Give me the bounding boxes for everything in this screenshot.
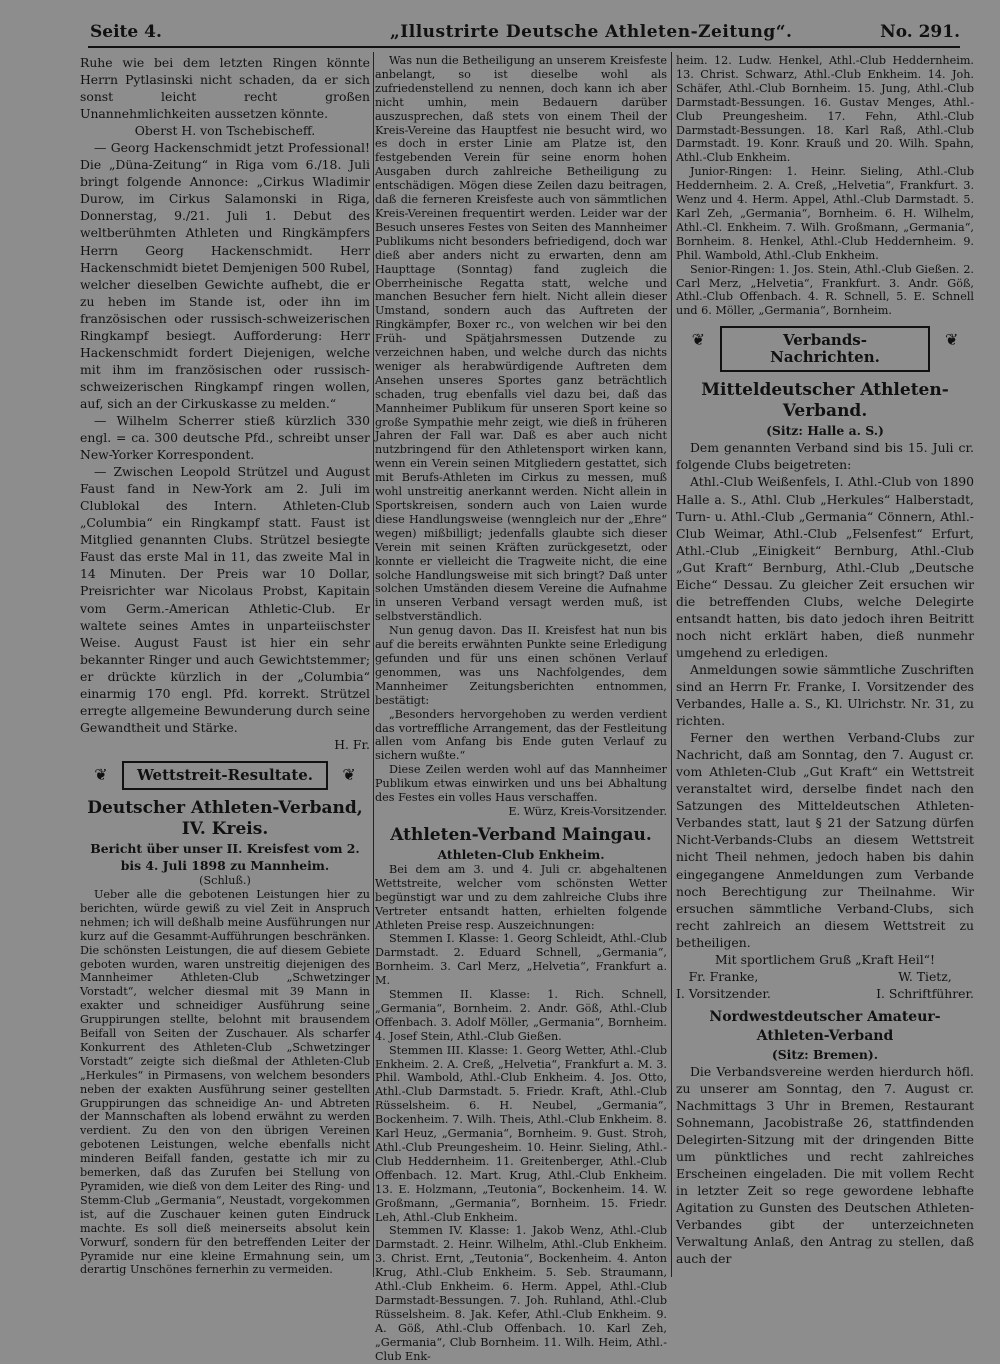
signer-role: I. Schriftführer. bbox=[876, 985, 974, 1001]
column-3 bbox=[676, 54, 974, 1268]
result-list: heim. 12. Ludw. Henkel, Athl.-Club Heddernheim. 13. Christ. Schwarz, Athl.-Club Enkheim. 14. Joh. Schäfer, Athl.-Club Bornheim. 15. Jung, Athl.-Club Darmstadt-Bessungen. 16. Gustav Menges, Athl.-Club Preungesheim. 17. Fehn, Athl.-Club Darmstadt-Bessungen. 18. Karl Raß, Athl.-Club Darmstadt. 19. Konr. Krauß und 20. Wilh. Spahn, Athl.-Club Enkheim. bbox=[676, 54, 974, 165]
signer-name: W. Tietz, bbox=[898, 968, 952, 984]
result-list: Stemmen II. Klasse: 1. Rich. Schnell, „Germania“, Bornheim. 2. Andr. Göß, Athl.-Club Offenbach. 3. Adolf Möller, „Germania“, Bornheim. 4. Josef Stein, Athl.-Club Gießen. bbox=[375, 988, 667, 1043]
column-divider bbox=[373, 52, 374, 1277]
article-text: Athl.-Club Weißenfels, I. Athl.-Club von 1890 Halle a. S., Athl. Club „Herkules“ Halberstadt, Turn- u. Athl.-Club „Germania“ Cönnern, Athl.-Club Weimar, Athl.-Club „Felsenfest“ Erfurt, Athl.-Club „Einigkeit“ Bernburg, Athl.-Club „Gut Kraft“ Bernburg, Athl.-Club „Deutsche Eiche“ Dessau. Zu gleicher Zeit ersuchen wir die betreffenden Clubs, welche Delegirte entsandt hatten, bis dato jedoch ihren Beitritt noch nicht erklärt haben, dieß nunmehr umgehend zu erledigen. bbox=[676, 474, 974, 660]
signer-name: Fr. Franke, bbox=[688, 968, 759, 984]
article-text: Diese Zeilen werden wohl auf das Mannheimer Publikum etwas einwirken und uns bei Abhaltung des Festes ein volles Haus verschaffen. bbox=[375, 763, 667, 805]
article-text: Dem genannten Verband sind bis 15. Juli cr. folgende Clubs beigetreten: bbox=[676, 440, 974, 473]
page-number: Seite 4. bbox=[90, 22, 162, 42]
article-title: Deutscher Athleten-Verband, IV. Kreis. bbox=[87, 797, 363, 839]
result-list: Stemmen I. Klasse: 1. Georg Schleidt, Athl.-Club Darmstadt. 2. Eduard Schnell, „Germania“, Bornheim. 3. Carl Merz, „Helvetia“, Frankfurt a. M. bbox=[375, 932, 667, 988]
article-text: — Zwischen Leopold Strützel und August Faust fand in New-York am 2. Juli im Clublokal des Intern. Athleten-Club „Columbia“ ein Ringkampf statt. Faust ist Mitglied genannten Clubs. Strützel besiegte Faust das erste Mal in 11, das zweite Mal in 14 Minuten. Der Preis war 10 Dollar, Preisrichter war Nicolaus Probst, Kapitain vom Germ.-American Athletic-Club. Er waltete seines Amtes in unparteiischster Weise. August Faust ist hier ein sehr bekannter Ringer und auch Gewichtstemmer; er drückte kürzlich in der „Columbia“ einarmig 170 engl. Pfd. korrekt. Strützel erregte allgemeine Bewunderung durch seine Gewandtheit und Stärke. bbox=[80, 464, 370, 735]
column-1 bbox=[80, 54, 370, 1277]
newspaper-title: „Illustrirte Deutsche Athleten-Zeitung“. bbox=[390, 22, 793, 42]
article-text: Ruhe wie bei dem letzten Ringen könnte Herrn Pytlasinski nicht schaden, da er sich sonst leicht recht großen Unannehmlichkeiten aussetzen könnte. bbox=[80, 55, 370, 122]
page-header bbox=[90, 18, 960, 44]
article-signature: H. Fr. bbox=[334, 736, 370, 752]
article-text: Ferner den werthen Verband-Clubs zur Nachricht, daß am Sonntag, den 7. August cr. vom Athleten-Club „Gut Kraft“ ein Wettstreit veranstaltet wird, derselbe findet nach den Satzungen des Mitteldeutschen Athleten-Verbandes statt, laut § 21 der Satzung dürfen Nicht-Verbands-Clubs an diesem Wettstreit nicht Theil nehmen, jedoch haben bis dahin eingegangene Anmeldungen zum Verbande noch Berechtigung zur Theilnahme. Wir ersuchen sämmtliche Verband-Clubs, sich recht zahlreich an diesem Wettstreit zu betheiligen. bbox=[676, 730, 974, 950]
article-text: Bei dem am 3. und 4. Juli cr. abgehaltenen Wettstreite, welcher vom schönsten Wetter begünstigt war und zu dem zahlreiche Clubs ihre Vertreter entsandt hatten, erhielten folgende Athleten Preise resp. Auszeichnungen: bbox=[375, 862, 667, 932]
article-signature: Oberst H. von Tschebischeff. bbox=[134, 123, 316, 139]
article-text: Die Verbandsvereine werden hierdurch höfl. zu unserer am Sonntag, den 7. August cr. Nachmittags 3 Uhr in Bremen, Restaurant Sohnemann, Jacobistraße 26, stattfindenden Delegirten-Sitzung mit der dringenden Bitte um pünktliches und recht zahlreiches Erscheinen eingeladen. Die mit vollem Recht in letzter Zeit so rege gewordene lebhafte Agitation zu Gunsten des Deutschen Athleten-Verbandes gibt der unterzeichneten Verwaltung Anlaß, den Antrag zu stellen, daß auch der bbox=[676, 1063, 974, 1267]
closing-greeting: Mit sportlichem Gruß „Kraft Heil“! bbox=[715, 951, 935, 967]
issue-number: No. 291. bbox=[880, 22, 960, 42]
article-text: — Georg Hackenschmidt jetzt Professional! Die „Düna-Zeitung“ in Riga vom 6./18. Juli bringt folgende Annonce: „Cirkus Wladimir Durow, im Cirkus Salamonski in Riga, Donnerstag, 9./21. Juli 1. Debut des weltberühmten Athleten und Ringkämpfers Herrn Georg Hackenschmidt. Herr Hackenschmidt bietet Demjenigen 500 Rubel, welcher dieselben Gewichte aufhebt, die er zu heben im Stande ist, oder ihn im französischen oder russisch-schweizerischen Ringkampf besiegt. Aufforderung: Herr Hackenschmidt fordert Diejenigen, welche mit ihm im französischen oder russisch-schweizerischen Ringkampf ringen wollen, auf, sich an der Cirkuskasse zu melden.“ bbox=[80, 140, 370, 411]
article-text: Nun genug davon. Das II. Kreisfest hat nun bis auf die bereits erwähnten Punkte seine Erledigung gefunden und für uns einen schönen Verlauf genommen, was uns Nachfolgendes, dem Mannheimer Zeitungsberichten entnommen, bestätigt: bbox=[375, 624, 667, 707]
result-list: Stemmen IV. Klasse: 1. Jakob Wenz, Athl.-Club Darmstadt. 2. Heinr. Wilhelm, Athl.-Club Enkheim. 3. Christ. Ernt, „Teutonia“, Bockenheim. 4. Anton Krug, Athl.-Club Enkheim. 5. Seb. Straumann, Athl.-Club Enkheim. 6. Herm. Appel, Athl.-Club Darmstadt-Bessungen. 7. Joh. Ruhland, Athl.-Club Rüsselsheim. 8. Jak. Kefer, Athl.-Club Enkheim. 9. A. Göß, Athl.-Club Offenbach. 10. Karl Zeh, „Germania“, Club Bornheim. 11. Wilh. Heim, Athl.-Club Enk- bbox=[375, 1224, 667, 1363]
article-subtitle: (Sitz: Bremen). bbox=[771, 1046, 879, 1062]
section-box-heading: ❦ Wettstreit-Resultate. ❦ bbox=[122, 761, 328, 790]
signature-block bbox=[676, 968, 974, 1002]
section-box-heading: ❦ Verbands-Nachrichten. ❦ bbox=[720, 326, 931, 372]
article-subtitle: Athleten-Club Enkheim. bbox=[437, 846, 605, 862]
signer-role: I. Vorsitzender. bbox=[676, 985, 771, 1001]
article-text: Ueber alle die gebotenen Leistungen hier zu berichten, würde gewiß zu viel Zeit in Anspruch nehmen; ich will deßhalb meine Ausführungen nur kurz auf die Gesammt-Aufführungen beschränken. Die schönsten Leistungen, die auf diesem Gebiete geboten wurden, waren unstreitig diejenigen des Mannheimer Athleten-Club „Schwetzinger Vorstadt“, welcher diesmal mit 39 Mann in exakter und schneidiger Ausführung seine Gruppirungen stellte, belohnt mit brausendem Beifall von Seiten der Zuschauer. Als scharfer Konkurrent des Athleten-Club „Schwetzinger Vorstadt“ zeigte sich dießmal der Athleten-Club „Herkules“ in Pirmasens, von welchem besonders neben der exakten Ausführung seiner gestellten Gruppirungen das schneidige An- und Abtreten der Mannschaften als lobend erwähnt zu werden verdient. Zu den von den übrigen Vereinen gebotenen Leistungen, welche ebenfalls nicht minderen Beifall fanden, gestatte ich mir zu bemerken, daß das Zurufen bei Stellung von Pyramiden, wie dieß von dem Leiter des Ring- und Stemm-Club „Germania“, Neustadt, vorgekommen ist, auf die Zuschauer keinen guten Eindruck machte. Es soll dieß meinerseits absolut kein Vorwurf, sondern für den betreffenden Leiter der Pyramide nur eine kleine Ermahnung sein, um derartig Unschönes fernerhin zu vermeiden. bbox=[80, 887, 370, 1277]
column-2 bbox=[375, 54, 667, 1364]
continuation-note: (Schluß.) bbox=[199, 874, 251, 888]
article-title: Nordwestdeutscher Amateur-Athleten-Verband bbox=[709, 1008, 941, 1044]
article-text: Anmeldungen sowie sämmtliche Zuschriften sind an Herrn Fr. Franke, I. Vorsitzender des Verbandes, Halle a. S., Kl. Ulrichstr. Nr. 31, zu richten. bbox=[676, 661, 974, 729]
article-subtitle: Bericht über unser II. Kreisfest vom 2. bis 4. Juli 1898 zu Mannheim. bbox=[90, 840, 360, 874]
result-list: Senior-Ringen: 1. Jos. Stein, Athl.-Club Gießen. 2. Carl Merz, „Helvetia“, Frankfurt. 3. Andr. Göß, Athl.-Club Offenbach. 4. R. Schnell, 5. E. Schnell und 6. Möller, „Germania“, Bornheim. bbox=[676, 262, 974, 318]
article-text: Was nun die Betheiligung an unserem Kreisfeste anbelangt, so ist dieselbe wohl als zufriedenstellend zu nennen, doch kann ich aber nicht umhin, mein Bedauern darüber auszusprechen, daß stets von einem Theil der Kreis-Vereine das Hauptfest nie besucht wird, wo es doch in erster Linie am Platze ist, den festgebenden Verein für seine enorm hohen Ausgaben durch zahlreiche Betheiligung zu entschädigen. Mögen diese Zeilen dazu beitragen, daß die ferneren Kreisfeste auch von sämmtlichen Kreis-Vereinen frequentirt werden. Leider war der Besuch unseres Festes von Seiten des Mannheimer Publikums nicht besonders befriedigend, doch war dieß aber anders nicht zu erwarten, denn am Haupttage (Sonntag) fand zugleich die Oberrheinische Regatta statt, welche und manchen Besucher fern hielt. Nicht allein dieser Umstand, sondern auch das Auftreten der Ringkämpfer, Boxer rc., von welchen wir bei den Früh- und Spätjahrsmessen Dutzende zu verzeichnen haben, und welche durch das nichts weniger als herabwürdigende Auftreten dem Ansehen unseres Sportes ganz beträchtlich schaden, trug ebenfalls viel dazu bei, daß das Mannheimer Publikum für unseren Sport keine so große Sympathie mehr zeigt, wie dieß in früheren Jahren der Fall war. Daß es aber auch nicht nutzbringend für den Athletensport wirken kann, wenn ein Verein seinen Mitgliedern gestattet, sich mit Berufs-Athleten im Cirkus zu messen, muß wohl unstreitig anerkannt werden. Nicht allein in Sportskreisen, sondern auch von Laien wurde diese Handlungsweise (wenngleich nur der „Ehre“ wegen) mißbilligt; jedenfalls glaubte sich dieser Verein mit seinen Kräften zurückgesetzt, oder konnte er vielleicht die Tragweite nicht, die eine solche Handlungsweise mit sich bringt? Daß unter solchen Umständen diesem Vereine die Aufnahme in unseren Verband versagt werden muß, ist selbstverständlich. bbox=[375, 54, 667, 624]
article-quote: „Besonders hervorgehoben zu werden verdient das vortreffliche Arrangement, das der Festleitung allen vom Anfang bis Ende guten Verlauf zu sichern wußte.“ bbox=[375, 707, 667, 763]
result-list: Stemmen III. Klasse: 1. Georg Wetter, Athl.-Club Enkheim. 2. A. Creß, „Helvetia“, Frankfurt a. M. 3. Phil. Wambold, Athl.-Club Enkheim. 4. Jos. Otto, Athl.-Club Darmstadt. 5. Friedr. Kraft, Athl.-Club Rüsselsheim. 6. H. Neubel, „Germania“, Bockenheim. 7. Wilh. Theis, Athl.-Club Enkheim. 8. Karl Heuz, „Germania“, Bornheim. 9. Gust. Stroh, Athl.-Club Preungesheim. 10. Heinr. Sieling, Athl.-Club Heddernheim. 11. Greitenberger, Athl.-Club Offenbach. 12. Mart. Krug, Athl.-Club Enkheim. 13. E. Holzmann, „Teutonia“, Bockenheim. 14. W. Großmann, „Germania“, Bornheim. 15. Friedr. Leh, Athl.-Club Enkheim. bbox=[375, 1043, 667, 1224]
column-divider bbox=[671, 52, 672, 1277]
article-title: Athleten-Verband Maingau. bbox=[390, 824, 652, 845]
result-list: Junior-Ringen: 1. Heinr. Sieling, Athl.-Club Heddernheim. 2. A. Creß, „Helvetia“, Frankfurt. 3. Wenz und 4. Herm. Appel, Athl.-Club Darmstadt. 5. Karl Zeh, „Germania“, Bornheim. 6. H. Wilhelm, Athl.-Cl. Enkheim. 7. Wilh. Großmann, „Germania“, Bornheim. 8. Henkel, Athl.-Club Heddernheim. 9. Phil. Wambold, Athl.-Club Enkheim. bbox=[676, 165, 974, 262]
article-title: Mitteldeutscher Athleten-Verband. bbox=[701, 380, 949, 422]
article-signature: E. Würz, Kreis-Vorsitzender. bbox=[508, 804, 667, 818]
article-text: — Wilhelm Scherrer stieß kürzlich 330 engl. = ca. 300 deutsche Pfd., schreibt unser New-Yorker Korrespondent. bbox=[80, 412, 370, 463]
article-subtitle: (Sitz: Halle a. S.) bbox=[766, 423, 884, 439]
header-rule bbox=[88, 46, 960, 48]
